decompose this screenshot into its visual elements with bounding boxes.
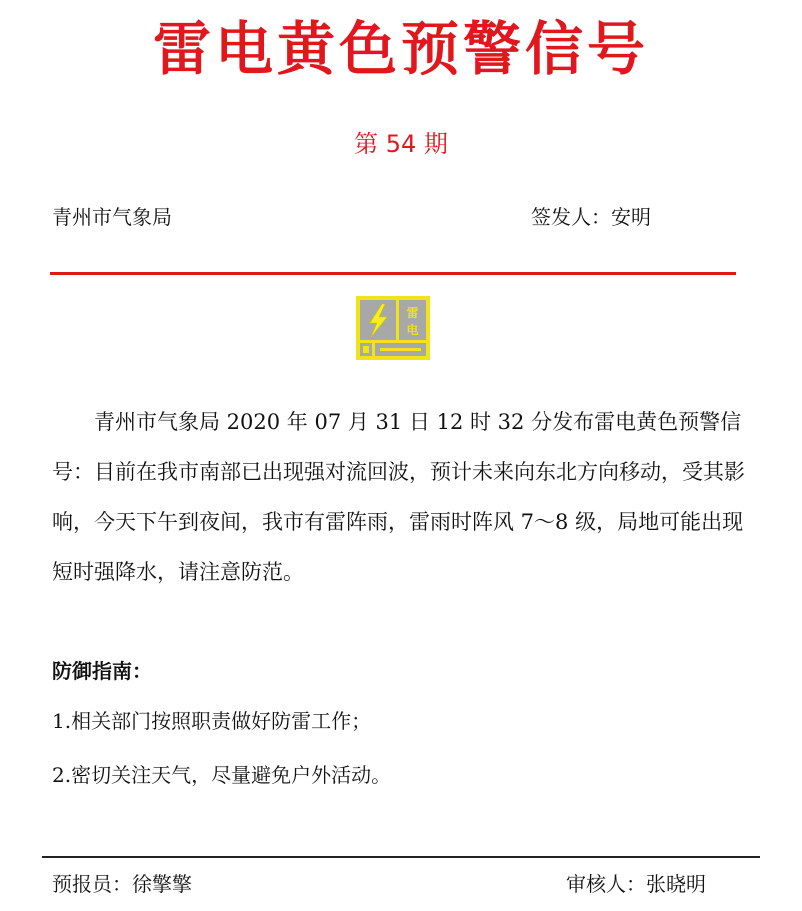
page-title: 雷电黄色预警信号 xyxy=(152,15,649,83)
warning-body-text: 青州市气象局 2020 年 07 月 31 日 12 时 32 分发布雷电黄色预警信号：目前在我市南部已出现强对流回波，预计未来向东北方向移动，受其影响，今天下午到夜间，我市有雷阵雨，雷雨时阵风 7～8 级，局地可能出现短时强降水，请注意防范。 xyxy=(52,410,745,584)
issuing-agency: 青州市气象局 xyxy=(52,205,172,229)
guide-item: 1.相关部门按照职责做好防雷工作； xyxy=(52,709,372,733)
header-divider xyxy=(50,272,736,275)
signer: 签发人：安明 xyxy=(531,205,651,229)
reviewer: 审核人：张晓明 xyxy=(566,872,706,896)
lightning-yellow-warning-icon xyxy=(356,296,430,360)
footer-divider xyxy=(42,856,760,858)
forecaster: 预报员：徐擎擎 xyxy=(52,872,192,896)
issue-number: 第 54 期 xyxy=(354,130,448,158)
svg-text:电: 电 xyxy=(406,323,419,337)
defense-guide-heading: 防御指南： xyxy=(52,659,152,683)
svg-text:雷: 雷 xyxy=(406,306,419,320)
guide-item: 2.密切关注天气，尽量避免户外活动。 xyxy=(52,763,392,787)
